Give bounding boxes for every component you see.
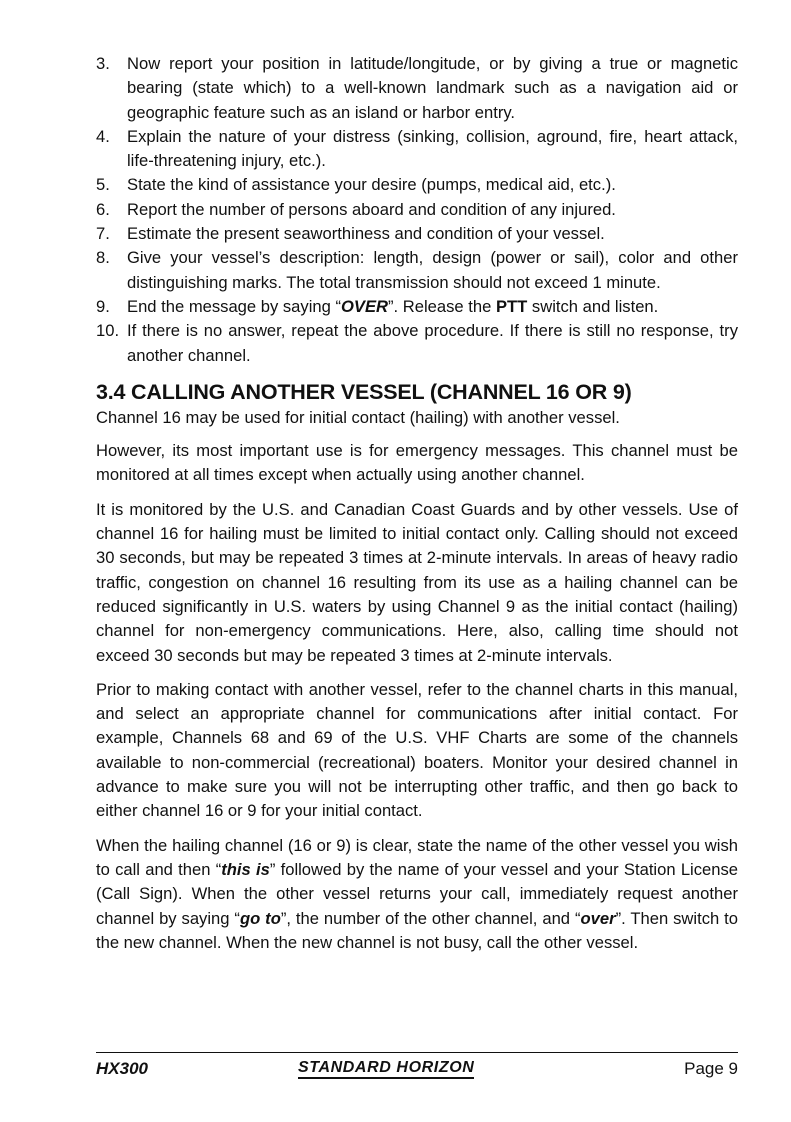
list-item: 6. Report the number of persons aboard and condition of any injured. bbox=[96, 199, 616, 219]
list-item: 4. Explain the nature of your distress (sinking, collision, aground, fire, heart attack, life-threatening injury, etc.). bbox=[96, 126, 738, 171]
page-footer bbox=[96, 1052, 738, 1083]
model-name: HX300 bbox=[96, 1059, 148, 1078]
distress-steps-list bbox=[96, 52, 738, 368]
paragraph: It is monitored by the U.S. and Canadian Coast Guards and by other vessels. Use of channel 16 for hailing must be limited to initial contact only. Calling should not exceed 30 seconds, but may be repeated 3 times at 2-minute intervals. In areas of heavy radio traffic, congestion on channel 16 resulting from its use as a hailing channel can be reduced significantly in U.S. waters by using Channel 9 as the initial contact (hailing) channel for non-emergency communications. Here, also, calling time should not exceed 30 seconds but may be repeated 3 times at 2-minute intervals. bbox=[96, 499, 738, 665]
paragraph: Channel 16 may be used for initial contact (hailing) with another vessel. bbox=[96, 407, 620, 427]
page-number: Page 9 bbox=[684, 1059, 738, 1078]
list-item: 8. Give your vessel’s description: length, design (power or sail), color and other distinguishing marks. The total transmission should not exceed 1 minute. bbox=[96, 248, 738, 292]
brand-logo: STANDARD HORIZON bbox=[298, 1059, 474, 1077]
list-item: 3. Now report your position in latitude/longitude, or by giving a true or magnetic bearing (state which) to a well-known landmark such as a navigation aid or geographic feature such as an island or harbor entry. bbox=[96, 54, 738, 122]
paragraph: When the hailing channel (16 or 9) is clear, state the name of the other vessel you wish to call and then “this is” followed by the name of your vessel and your Station License (Call Sign). When the other vessel returns your call, immediately request another channel by saying “go to”, the number of the other channel, and “over”. Then switch to the new channel. When the new channel is not busy, call the other vessel. bbox=[96, 835, 739, 952]
paragraph: Prior to making contact with another vessel, refer to the channel charts in this manual, and select an appropriate channel for communications after initial contact. For example, Channels 68 and 69 of the U.S. VHF Charts are some of the channels available to non-commercial (recreational) boaters. Monitor your desired channel in advance to make sure you will not be interrupting other traffic, and then go back to either channel 16 or 9 for your initial contact. bbox=[96, 679, 738, 821]
paragraph: However, its most important use is for emergency messages. This channel must be monitored at all times except when actually using another channel. bbox=[96, 441, 738, 485]
list-item: 10. If there is no answer, repeat the above procedure. If there is still no response, try another channel. bbox=[96, 321, 738, 365]
list-item: 7. Estimate the present seaworthiness and condition of your vessel. bbox=[96, 224, 605, 244]
section-heading: 3.4 CALLING ANOTHER VESSEL (CHANNEL 16 OR 9) bbox=[96, 379, 632, 404]
manual-page bbox=[96, 52, 738, 965]
list-item: 9. End the message by saying “OVER”. Release the PTT switch and listen. bbox=[96, 296, 659, 316]
list-item: 5. State the kind of assistance your desire (pumps, medical aid, etc.). bbox=[96, 175, 616, 195]
